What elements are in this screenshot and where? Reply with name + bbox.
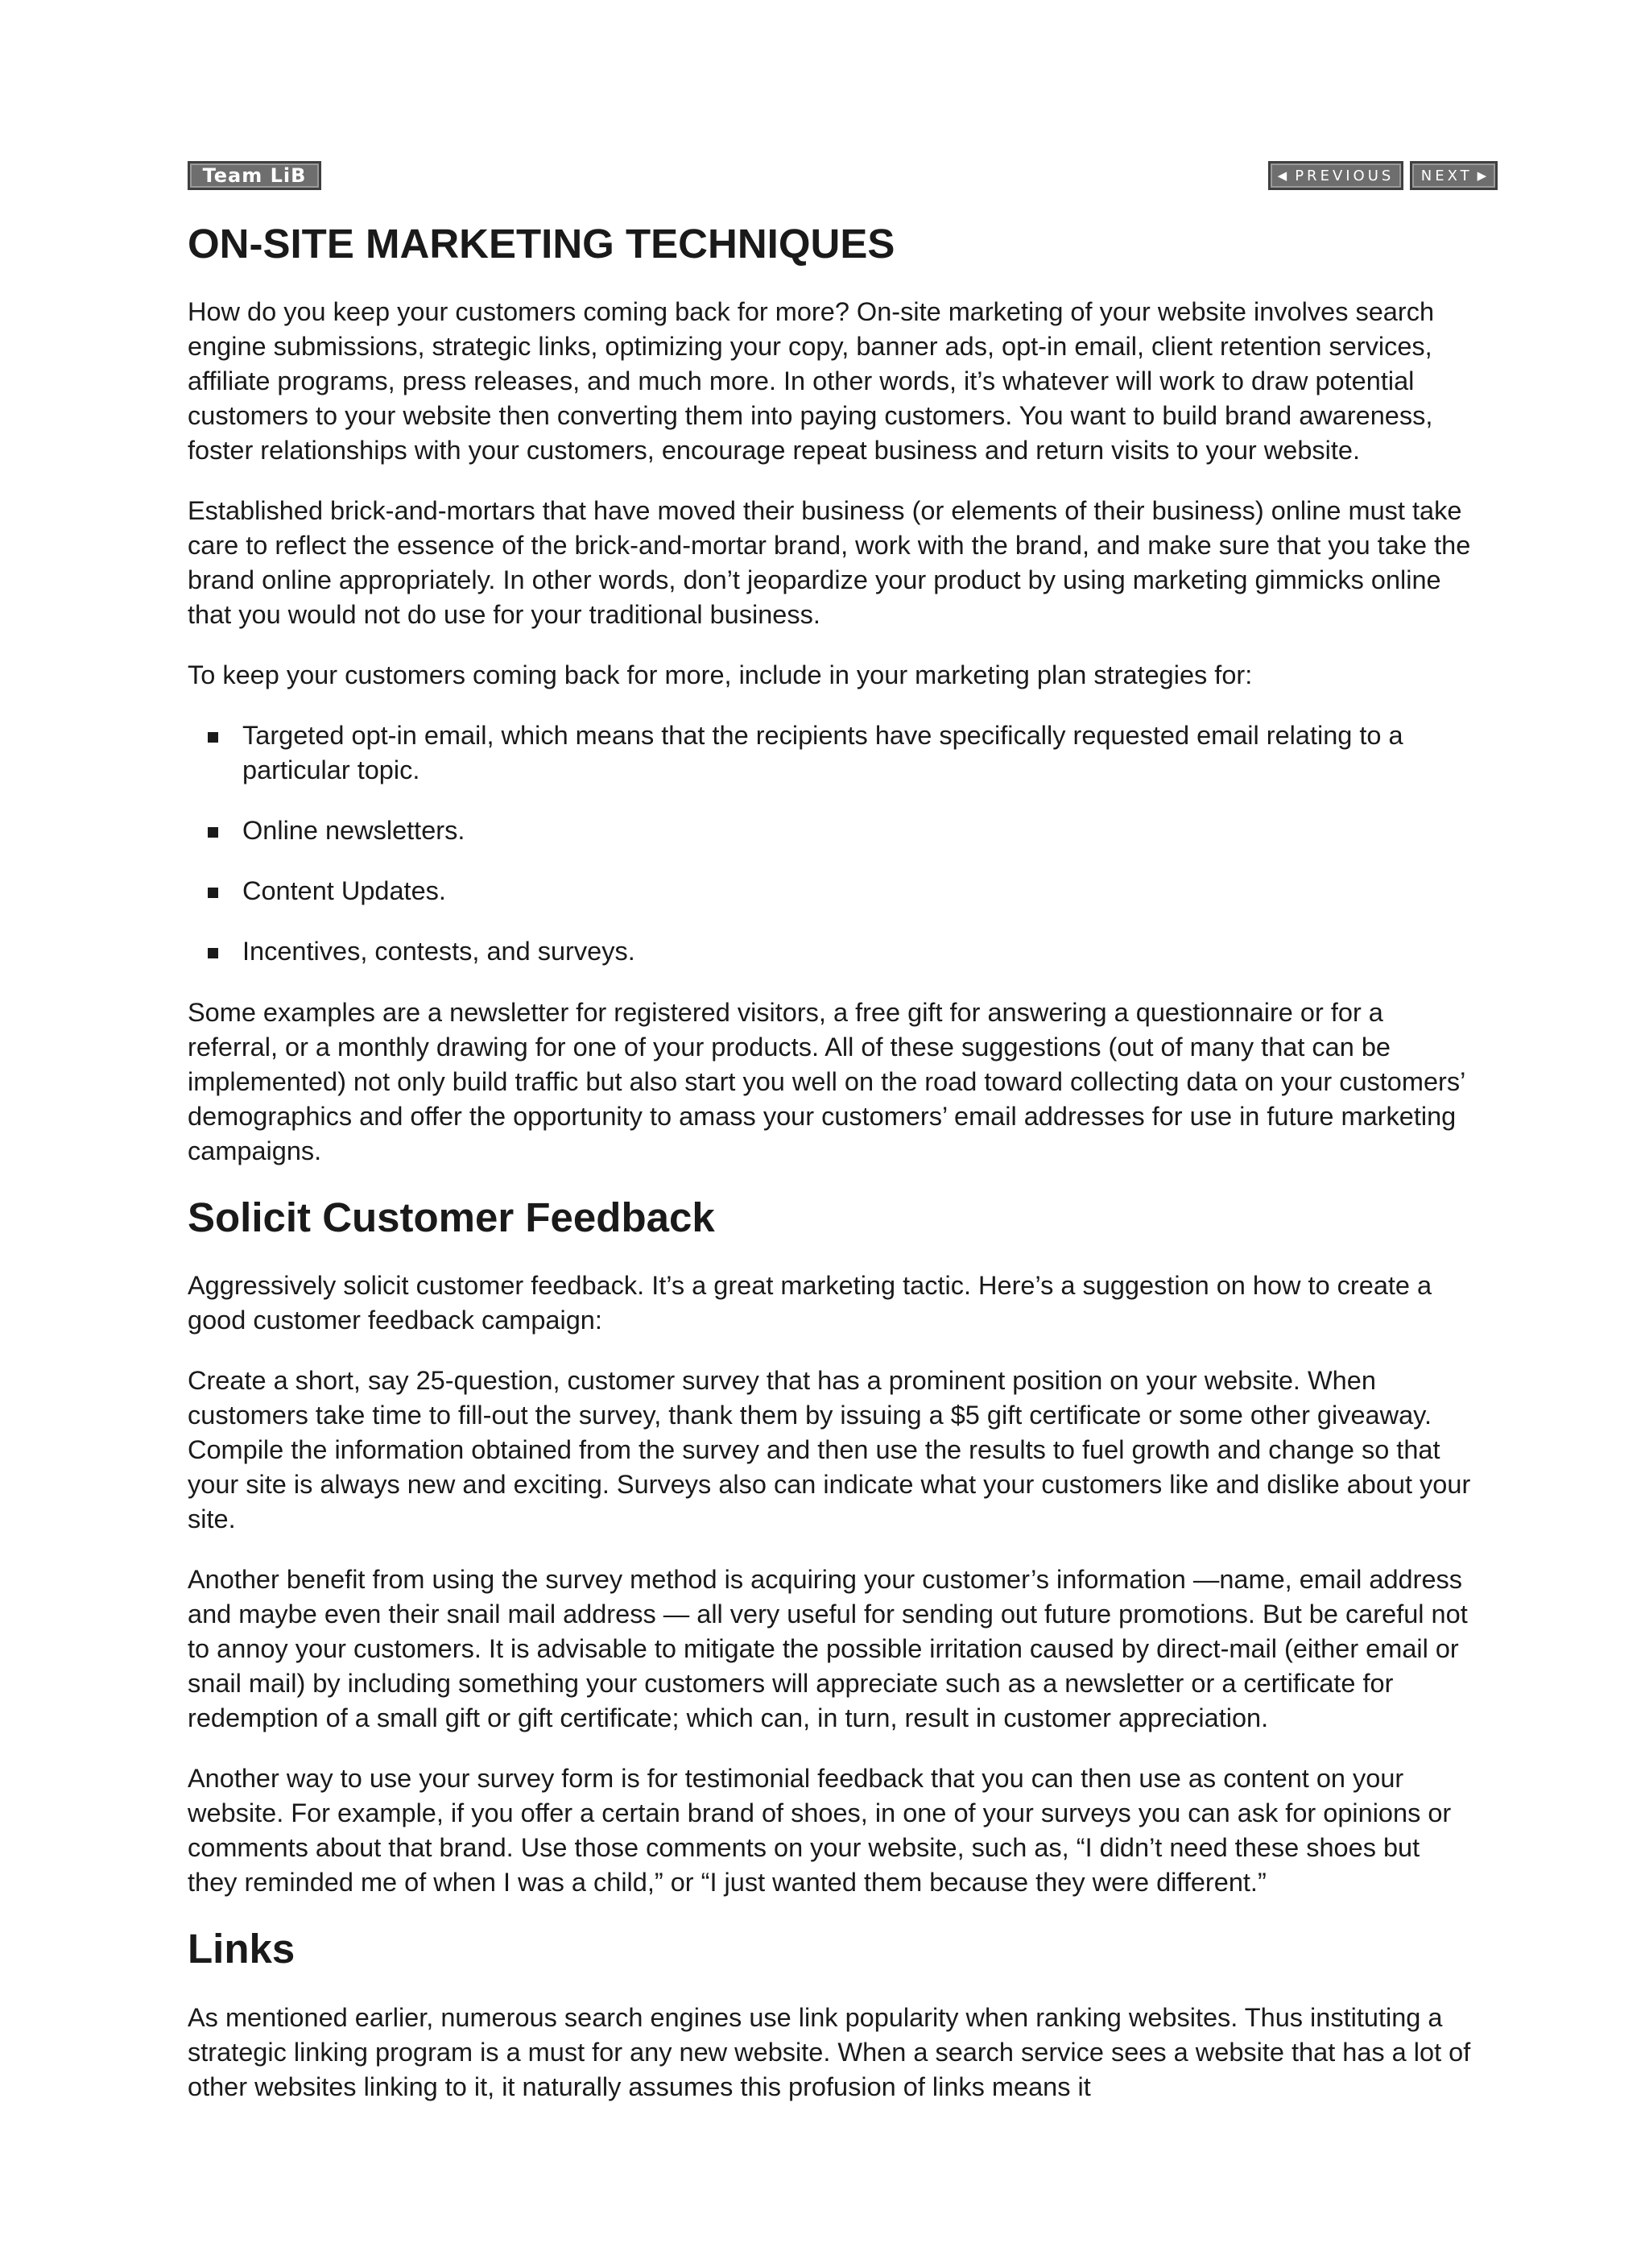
previous-button[interactable]: [1268, 161, 1403, 190]
list-item: [188, 813, 1476, 848]
section-heading-links: Links: [188, 1926, 295, 1972]
intro-paragraph-3: To keep your customers coming back for more, include in your marketing plan strategies for:: [188, 660, 1253, 689]
list-item-text: Content Updates.: [242, 875, 446, 905]
list-item-text: Online newsletters.: [242, 815, 465, 845]
square-bullet-icon: [208, 888, 218, 898]
list-item: [188, 934, 1476, 969]
square-bullet-icon: [208, 827, 218, 838]
list-item: [188, 718, 1476, 788]
strategies-list: [188, 718, 1476, 969]
triangle-left-icon: ◀: [1277, 168, 1287, 183]
triangle-right-icon: ▶: [1477, 168, 1487, 183]
feedback-paragraph-2: Create a short, say 25-question, customer survey that has a prominent position on your website. When customers take time to fill-out the survey, thank them by issuing a $5 gift certificate or some other giveaway. Compile the information obtained from the survey and then use the results to fuel growth and change so that your site is always new and exciting. Surveys also can indicate what your customers like and dislike about your site.: [188, 1366, 1471, 1534]
team-lib-label: Team LiB: [202, 164, 307, 187]
section-heading-feedback: Solicit Customer Feedback: [188, 1194, 715, 1240]
page-content: [188, 217, 1476, 2130]
intro-paragraph-2: Established brick-and-mortars that have moved their business (or elements of their business) online must take care to reflect the essence of the brick-and-mortar brand, work with the brand, and make sure that you take the brand online appropriately. In other words, don’t jeopardize your product by using marketing gimmicks online that you would not do use for your traditional business.: [188, 495, 1471, 629]
list-item-text: Incentives, contests, and surveys.: [242, 936, 635, 966]
feedback-paragraph-1: Aggressively solicit customer feedback. It’s a great marketing tactic. Here’s a suggestion on how to create a good customer feedback campaign:: [188, 1271, 1432, 1335]
examples-paragraph: Some examples are a newsletter for registered visitors, a free gift for answering a questionnaire or for a referral, or a monthly drawing for one of your products. All of these suggestions (out of many that can be implemented) not only build traffic but also start you well on the road toward collecting data on your customers’ demographics and offer the opportunity to amass your customers’ email addresses for use in future marketing campaigns.: [188, 997, 1465, 1165]
feedback-paragraph-4: Another way to use your survey form is for testimonial feedback that you can then use as content on your website. For example, if you offer a certain brand of shoes, in one of your surveys you can ask for opinions or comments about that brand. Use those comments on your website, such as, “I didn’t need these shoes but they reminded me of when I was a child,” or “I just wanted them because they were different.”: [188, 1764, 1452, 1898]
square-bullet-icon: [208, 732, 218, 743]
list-item-text: Targeted opt-in email, which means that the recipients have specifically requested email relating to a particular topic.: [242, 720, 1403, 784]
feedback-paragraph-3: Another benefit from using the survey method is acquiring your customer’s information —name, email address and maybe even their snail mail address — all very useful for sending out future promotions. But be careful not to annoy your customers. It is advisable to mitigate the possible irritation caused by direct-mail (either email or snail mail) by including something your customers will appreciate such as a newsletter or a certificate for redemption of a small gift or gift certificate; which can, in turn, result in customer appreciation.: [188, 1565, 1468, 1733]
page-title: ON-SITE MARKETING TECHNIQUES: [188, 221, 895, 267]
top-navigation-bar: [188, 161, 1498, 193]
next-button[interactable]: [1410, 161, 1498, 190]
previous-label: PREVIOUS: [1295, 167, 1395, 184]
team-lib-button[interactable]: [188, 161, 321, 190]
list-item: [188, 874, 1476, 908]
links-paragraph: As mentioned earlier, numerous search engines use link popularity when ranking websites. Thus instituting a strategic linking program is a must for any new website. When a search service sees a website that has a lot of other websites linking to it, it naturally assumes this profusion of links means it: [188, 2002, 1471, 2101]
intro-paragraph-1: How do you keep your customers coming back for more? On-site marketing of your website involves search engine submissions, strategic links, optimizing your copy, banner ads, opt-in email, client retention services, affiliate programs, press releases, and much more. In other words, it’s whatever will work to draw potential customers to your website then converting them into paying customers. You want to build brand awareness, foster relationships with your customers, encourage repeat business and return visits to your website.: [188, 296, 1435, 465]
square-bullet-icon: [208, 948, 218, 958]
next-label: NEXT: [1420, 167, 1473, 184]
